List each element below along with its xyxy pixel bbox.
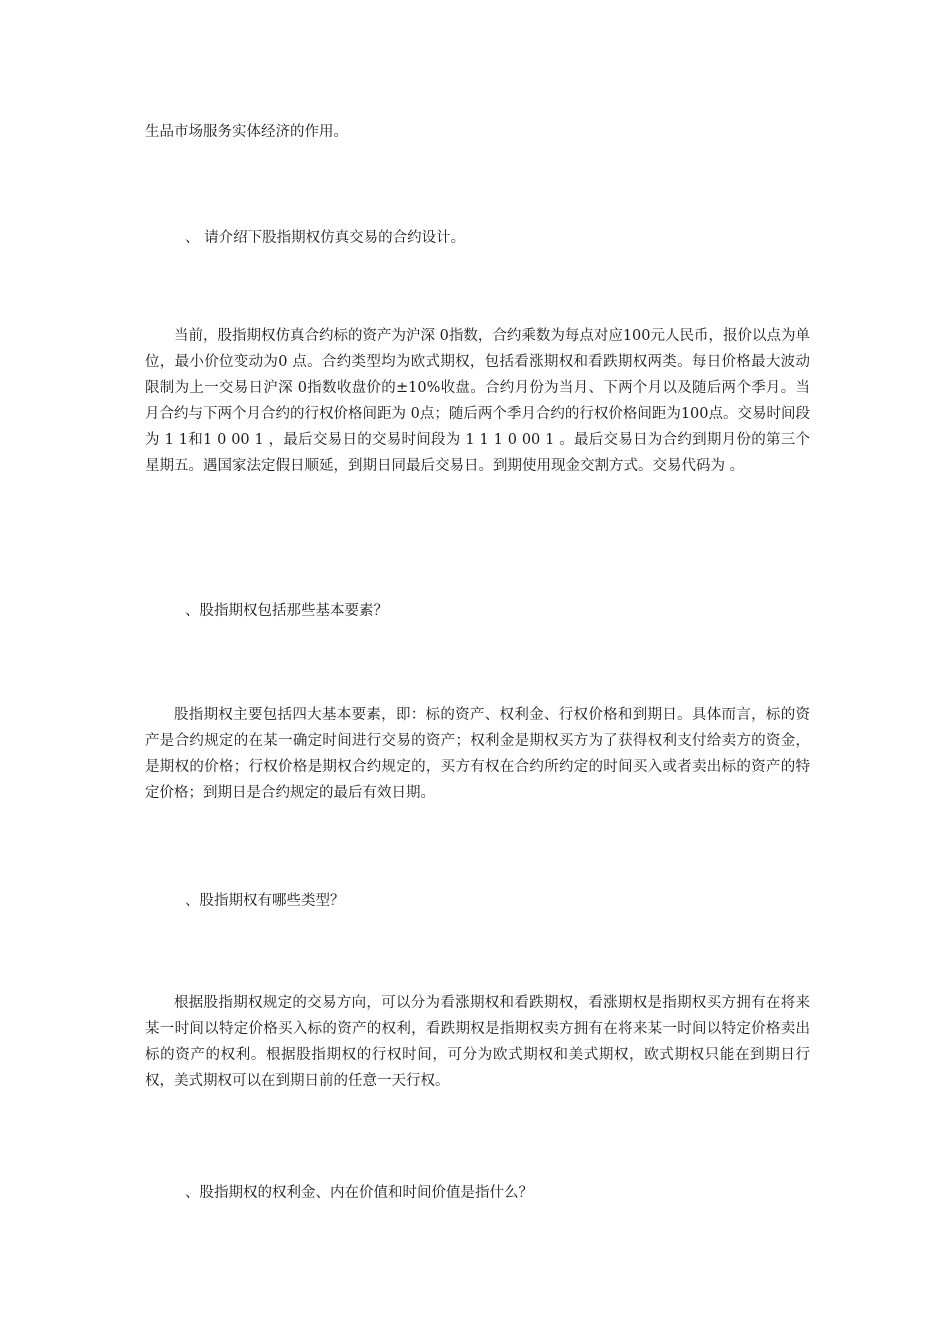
answer-contract-design: 当前，股指期权仿真合约标的资产为沪深 0指数，合约乘数为每点对应100元人民币，报价以点为单位，最小价位变动为0 点。合约类型均为欧式期权，包括看涨期权和看跌期权两类。每日价格最大波动限制为上一交易日沪深 0指数收盘价的±10%收盘。合约月份为当月、下两个月以及随后两个季月。当月合约与下两个月合约的行权价格间距为 0点；随后两个季月合约的行权价格间距为100点。交易时间段为 1 1和1 0 00 1 ，最后交易日的交易时间段为 1 1 1 0 00 1 。最后交易日为合约到期月份的第三个星期五。遇国家法定假日顺延，到期日同最后交易日。到期使用现金交割方式。交易代码为 。: [145, 328, 811, 474]
question-contract-design: 、 请介绍下股指期权仿真交易的合约设计。: [185, 230, 466, 246]
answer-option-types: 根据股指期权规定的交易方向，可以分为看涨期权和看跌期权，看涨期权是指期权买方拥有在将来某一时间以特定价格买入标的资产的权利，看跌期权是指期权卖方拥有在将来某一时间以特定价格卖出标的资产的权利。根据股指期权的行权时间，可分为欧式期权和美式期权，欧式期权只能在到期日行权，美式期权可以在到期日前的任意一天行权。: [145, 995, 810, 1089]
question-basic-elements: 、股指期权包括那些基本要素？: [185, 603, 388, 619]
question-option-types: 、股指期权有哪些类型？: [185, 893, 345, 909]
paragraph-intro-tail: 生品市场服务实体经济的作用。: [145, 124, 348, 140]
question-premium-value: 、股指期权的权利金、内在价值和时间价值是指什么？: [185, 1185, 533, 1201]
answer-basic-elements: 股指期权主要包括四大基本要素，即：标的资产、权利金、行权价格和到期日。具体而言，标的资产是合约规定的在某一确定时间进行交易的资产；权利金是期权买方为了获得权利支付给卖方的资金，是期权的价格；行权价格是期权合约规定的，买方有权在合约所约定的时间买入或者卖出标的资产的特定价格；到期日是合约规定的最后有效日期。: [145, 707, 810, 801]
